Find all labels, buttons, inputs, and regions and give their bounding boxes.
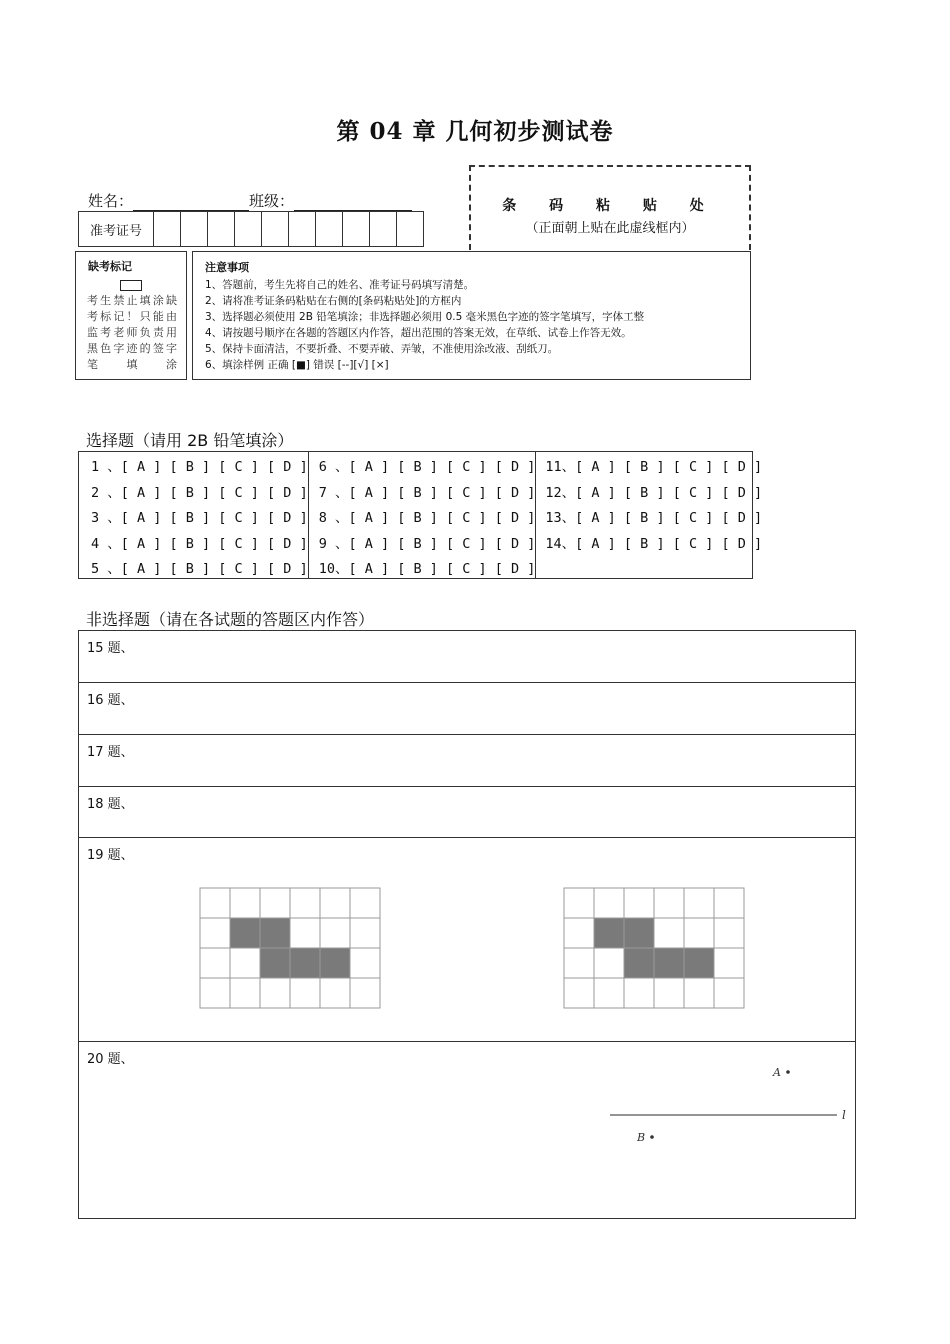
exam-id-label: 准考证号 (79, 212, 154, 246)
grid-cell-shaded (260, 948, 290, 978)
grid-cell (564, 978, 594, 1008)
exam-id-digit[interactable] (208, 212, 235, 246)
grid-figure-left (198, 887, 382, 1009)
mc-answer-row[interactable]: 5 、[ A ] [ B ] [ C ] [ D ] (91, 561, 308, 577)
exam-id-digit[interactable] (181, 212, 208, 246)
grid-cell (714, 918, 744, 948)
question-label: 15 题、 (87, 641, 134, 656)
barcode-title: 条 码 粘 贴 处 (502, 198, 718, 214)
grid-cell (714, 978, 744, 1008)
answer-area-q20[interactable] (78, 1041, 856, 1219)
grid-cell-shaded (624, 918, 654, 948)
grid-cell (594, 978, 624, 1008)
missing-mark-heading: 缺考标记 (88, 260, 132, 273)
point-b-label: B (637, 1131, 646, 1144)
grid-cell (684, 918, 714, 948)
answer-area-q19[interactable] (78, 837, 856, 1042)
grid-cell (200, 888, 230, 918)
question-label: 17 题、 (87, 745, 134, 760)
mc-column (536, 452, 762, 578)
grid-cell (564, 888, 594, 918)
grid-cell-shaded (260, 918, 290, 948)
grid-cell (594, 948, 624, 978)
grid-figure-right (562, 887, 746, 1009)
notes-heading: 注意事项 (205, 261, 249, 274)
grid-cell (684, 978, 714, 1008)
point-b (650, 1135, 654, 1139)
class-field[interactable] (294, 194, 412, 211)
missing-mark-checkbox[interactable] (120, 280, 142, 291)
grid-cell (350, 918, 380, 948)
barcode-area (469, 165, 751, 250)
grid-cell-shaded (684, 948, 714, 978)
question-label: 16 题、 (87, 693, 134, 708)
grid-cell (320, 918, 350, 948)
mc-answer-row[interactable]: 13、[ A ] [ B ] [ C ] [ D ] (545, 510, 763, 526)
missing-mark-text: 考生禁止填涂缺考标记！只能由监考老师负责用黑色字迹的签字笔填涂 (87, 294, 178, 371)
grid-cell (320, 888, 350, 918)
notes-item: 2、请将准考证条码粘贴在右侧的[条码粘贴处]的方框内 (205, 295, 462, 307)
grid-cell (624, 888, 654, 918)
mc-answer-row[interactable]: 2 、[ A ] [ B ] [ C ] [ D ] (91, 484, 308, 501)
point-a (786, 1070, 790, 1074)
mc-answer-table (78, 451, 763, 579)
barcode-subtitle: （正面朝上贴在此虚线框内） (525, 221, 695, 236)
mc-answer-row[interactable]: 14、[ A ] [ B ] [ C ] [ D ] (545, 535, 763, 552)
grid-cell-shaded (594, 918, 624, 948)
grid-cell (230, 888, 260, 918)
grid-cell (200, 948, 230, 978)
exam-id-digit[interactable] (235, 212, 262, 246)
mc-answer-row[interactable]: 11、[ A ] [ B ] [ C ] [ D ] (545, 459, 763, 475)
missing-mark-box (75, 251, 187, 380)
line-l-label: l (842, 1108, 846, 1122)
grid-cell (654, 888, 684, 918)
mc-answer-row[interactable]: 3 、[ A ] [ B ] [ C ] [ D ] (91, 510, 308, 526)
grid-cell (290, 978, 320, 1008)
grid-cell (564, 948, 594, 978)
grid-cell (714, 948, 744, 978)
notes-box (192, 251, 751, 380)
grid-cell (654, 978, 684, 1008)
notes-item: 1、答题前，考生先将自己的姓名、准考证号码填写清楚。 (205, 279, 475, 291)
grid-cell (290, 888, 320, 918)
exam-id-digit[interactable] (154, 212, 181, 246)
grid-cell (260, 888, 290, 918)
answer-area-q15[interactable] (78, 630, 856, 683)
exam-id-digit[interactable] (316, 212, 343, 246)
question-label: 18 题、 (87, 797, 134, 812)
grid-cell-shaded (624, 948, 654, 978)
grid-cell (594, 888, 624, 918)
mc-answer-row[interactable]: 12、[ A ] [ B ] [ C ] [ D ] (545, 484, 763, 501)
name-class-row (88, 190, 412, 211)
name-field[interactable] (133, 194, 249, 211)
mc-answer-row[interactable]: 9 、[ A ] [ B ] [ C ] [ D ] (318, 535, 536, 552)
notes-item: 3、选择题必须使用 2B 铅笔填涂；非选择题必须用 0.5 毫米黑色字迹的签字笔填写，字体工整 (205, 311, 645, 323)
notes-item: 6、填涂样例 正确 [■] 错误 [--][√] [×] (205, 359, 389, 371)
grid-cell-shaded (230, 918, 260, 948)
grid-cell-shaded (320, 948, 350, 978)
exam-id-digit[interactable] (343, 212, 370, 246)
exam-id-digit[interactable] (262, 212, 289, 246)
grid-cell (654, 918, 684, 948)
grid-cell (230, 948, 260, 978)
exam-id-digit[interactable] (370, 212, 397, 246)
exam-id-digit[interactable] (397, 212, 423, 246)
grid-cell (230, 978, 260, 1008)
grid-lines (200, 888, 380, 1008)
mc-column (79, 452, 309, 578)
page-title: 第 04 章 几何初步测试卷 (336, 118, 614, 145)
grid-cell (200, 918, 230, 948)
mc-column (309, 452, 537, 578)
exam-id-box (78, 211, 424, 247)
mc-answer-row[interactable]: 7 、[ A ] [ B ] [ C ] [ D ] (318, 484, 536, 501)
class-label: 班级： (249, 192, 295, 210)
grid-cell (684, 888, 714, 918)
mc-section-title: 选择题（请用 2B 铅笔填涂） (86, 431, 294, 450)
mc-answer-row[interactable]: 4 、[ A ] [ B ] [ C ] [ D ] (91, 535, 308, 552)
grid-cell (290, 918, 320, 948)
grid-cell-shaded (654, 948, 684, 978)
line-points-figure (599, 1060, 855, 1150)
grid-cell (624, 978, 654, 1008)
exam-id-digit[interactable] (289, 212, 316, 246)
answer-area-q17[interactable] (78, 734, 856, 787)
point-a-label: A (773, 1066, 781, 1079)
grid-cell (714, 888, 744, 918)
grid-cell (350, 888, 380, 918)
mc-answer-row[interactable]: 1 、[ A ] [ B ] [ C ] [ D ] (91, 459, 308, 475)
grid-cell (200, 978, 230, 1008)
answer-area-q16[interactable] (78, 682, 856, 735)
mc-answer-row[interactable]: 6 、[ A ] [ B ] [ C ] [ D ] (318, 459, 536, 475)
notes-item: 5、保持卡面清洁，不要折叠、不要弄破、弄皱，不准使用涂改液、刮纸刀。 (205, 343, 559, 355)
mc-answer-row[interactable]: 8 、[ A ] [ B ] [ C ] [ D ] (318, 510, 536, 526)
grid-cell (564, 918, 594, 948)
question-label: 19 题、 (87, 848, 134, 863)
grid-lines (564, 888, 744, 1008)
grid-cell (350, 948, 380, 978)
notes-item: 4、请按题号顺序在各题的答题区内作答，超出范围的答案无效，在草纸、试卷上作答无效。 (205, 327, 632, 339)
grid-cell-shaded (290, 948, 320, 978)
mc-answer-row[interactable]: 10、[ A ] [ B ] [ C ] [ D ] (318, 561, 536, 577)
grid-cell (350, 978, 380, 1008)
answer-area-q18[interactable] (78, 786, 856, 838)
grid-cell (320, 978, 350, 1008)
nc-section-title: 非选择题（请在各试题的答题区内作答） (86, 610, 375, 629)
question-label: 20 题、 (87, 1052, 134, 1067)
grid-cell (260, 978, 290, 1008)
name-label: 姓名： (88, 192, 134, 210)
